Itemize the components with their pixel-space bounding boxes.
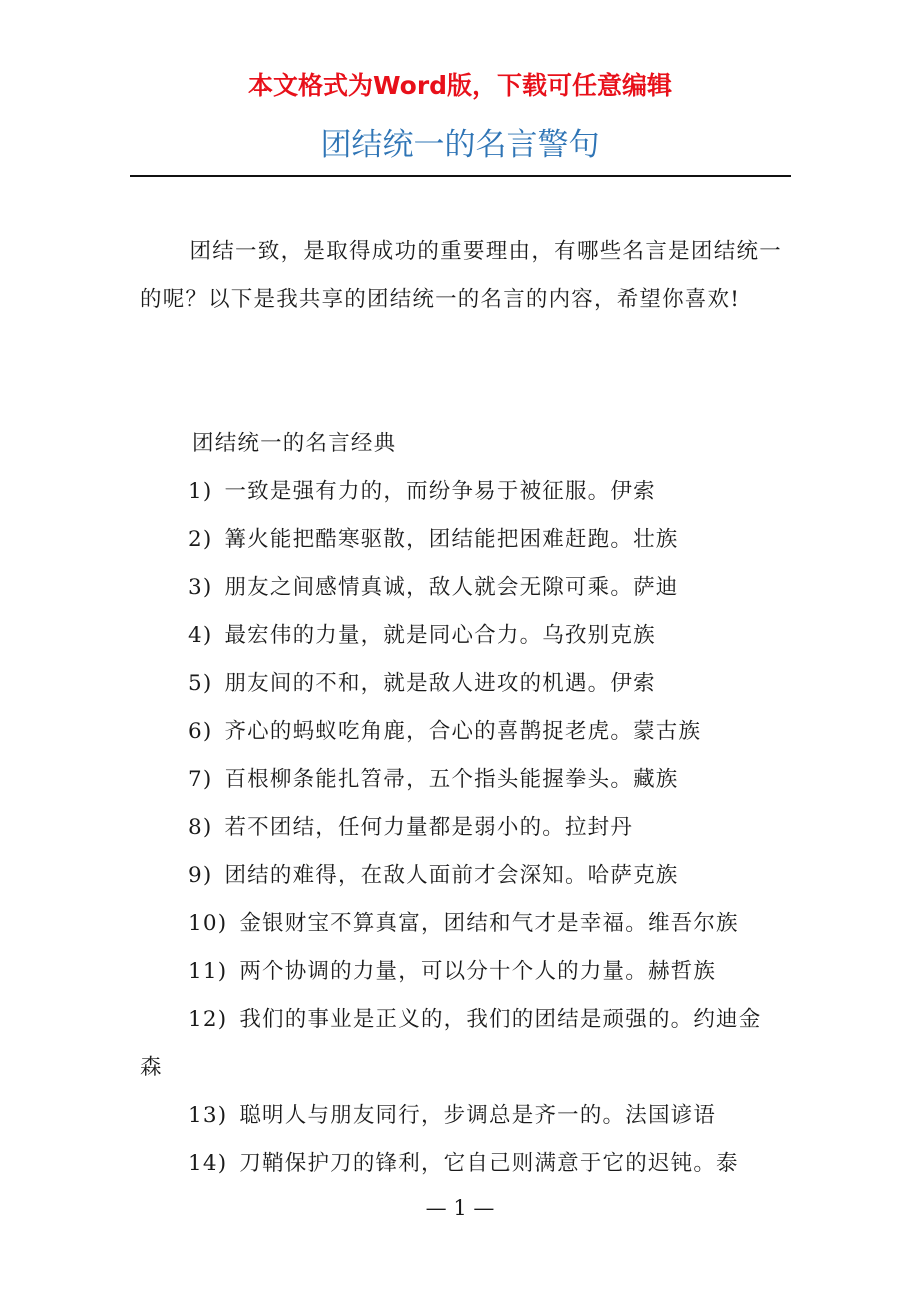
- quote-text: 百根柳条能扎笤帚，五个指头能握拳头。藏族: [224, 767, 679, 792]
- quote-item: [140, 612, 782, 660]
- quote-item: [140, 1092, 782, 1140]
- quote-item: [140, 756, 782, 804]
- quote-item: [140, 660, 782, 708]
- quote-number: 8): [188, 815, 213, 840]
- quote-number: 10): [188, 911, 228, 936]
- quote-text: 金银财宝不算真富，团结和气才是幸福。维吾尔族: [239, 911, 739, 936]
- quote-text: 刀鞘保护刀的锋利，它自己则满意于它的迟钝。泰: [239, 1151, 739, 1176]
- quote-item: [140, 948, 782, 996]
- quote-number: 7): [188, 767, 213, 792]
- quote-text: 齐心的蚂蚁吃角鹿，合心的喜鹊捉老虎。蒙古族: [224, 719, 702, 744]
- quote-number: 3): [188, 575, 213, 600]
- quote-text: 两个协调的力量，可以分十个人的力量。赫哲族: [239, 959, 717, 984]
- quote-number: 4): [188, 623, 213, 648]
- quote-text: 朋友间的不和，就是敌人进攻的机遇。伊索: [224, 671, 656, 696]
- document-title: 团结统一的名言警句: [320, 127, 600, 163]
- quote-number: 13): [188, 1103, 228, 1128]
- section-heading: 团结统一的名言经典: [192, 431, 397, 456]
- quote-item: [140, 516, 782, 564]
- intro-paragraph: 团结一致，是取得成功的重要理由，有哪些名言是团结统一的呢？以下是我共享的团结统一的名言的内容，希望你喜欢!: [140, 239, 782, 312]
- quote-item: [140, 996, 782, 1092]
- quote-text: 我们的事业是正义的，我们的团结是顽强的。约迪金森: [140, 1007, 762, 1080]
- quote-item: [140, 900, 782, 948]
- quote-number: 2): [188, 527, 213, 552]
- quote-item: [140, 1140, 782, 1188]
- quote-text: 若不团结，任何力量都是弱小的。拉封丹: [224, 815, 634, 840]
- quote-text: 篝火能把酷寒驱散，团结能把困难赶跑。壮族: [224, 527, 679, 552]
- quote-number: 14): [188, 1151, 228, 1176]
- title-divider: [130, 175, 791, 177]
- quote-text: 聪明人与朋友同行，步调总是齐一的。法国谚语: [239, 1103, 717, 1128]
- quote-number: 9): [188, 863, 213, 888]
- quote-text: 朋友之间感情真诚，敌人就会无隙可乘。萨迪: [224, 575, 679, 600]
- quote-list: [140, 468, 782, 1188]
- quote-number: 1): [188, 479, 213, 504]
- format-banner: 本文格式为Word版，下载可任意编辑: [247, 71, 673, 100]
- quote-text: 最宏伟的力量，就是同心合力。乌孜别克族: [224, 623, 656, 648]
- quote-number: 11): [188, 959, 228, 984]
- quote-number: 5): [188, 671, 213, 696]
- quote-item: [140, 804, 782, 852]
- quote-item: [140, 564, 782, 612]
- quote-item: [140, 852, 782, 900]
- quote-item: [140, 468, 782, 516]
- quote-number: 6): [188, 719, 213, 744]
- quote-text: 团结的难得，在敌人面前才会深知。哈萨克族: [224, 863, 679, 888]
- quote-text: 一致是强有力的，而纷争易于被征服。伊索: [224, 479, 656, 504]
- page-number: — 1 —: [425, 1196, 495, 1220]
- quote-item: [140, 708, 782, 756]
- quote-number: 12): [188, 1007, 228, 1032]
